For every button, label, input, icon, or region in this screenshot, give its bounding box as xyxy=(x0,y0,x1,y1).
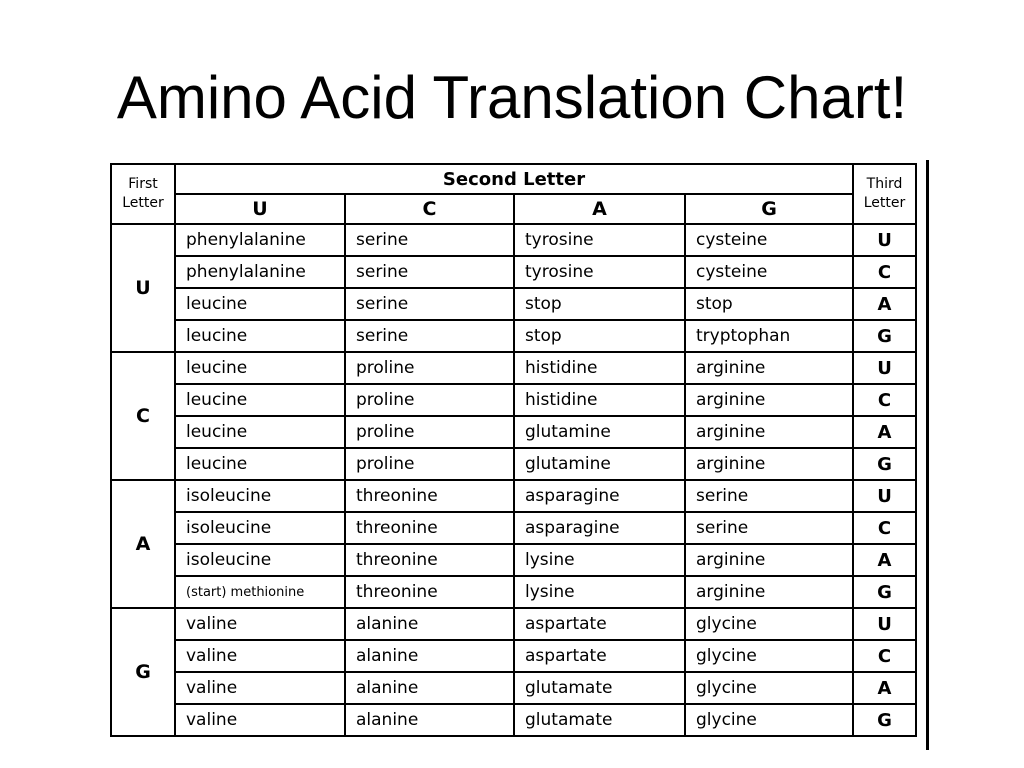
amino-acid-cell: threonine xyxy=(345,576,514,608)
first-letter-cell: C xyxy=(111,352,175,480)
third-letter-cell: C xyxy=(853,640,916,672)
amino-acid-cell: serine xyxy=(345,224,514,256)
amino-acid-cell: leucine xyxy=(175,416,345,448)
third-letter-cell: G xyxy=(853,704,916,736)
page-title: Amino Acid Translation Chart! xyxy=(116,64,908,131)
third-letter-cell: U xyxy=(853,352,916,384)
amino-acid-cell: proline xyxy=(345,384,514,416)
table-row xyxy=(111,352,916,384)
amino-acid-cell: leucine xyxy=(175,320,345,352)
amino-acid-cell: aspartate xyxy=(514,608,685,640)
amino-acid-cell: stop xyxy=(514,320,685,352)
amino-acid-cell: threonine xyxy=(345,512,514,544)
amino-acid-cell: valine xyxy=(175,640,345,672)
amino-acid-cell: serine xyxy=(345,256,514,288)
amino-acid-cell: arginine xyxy=(685,576,853,608)
amino-acid-cell: asparagine xyxy=(514,512,685,544)
amino-acid-cell: tyrosine xyxy=(514,256,685,288)
third-letter-cell: G xyxy=(853,448,916,480)
amino-acid-cell: arginine xyxy=(685,384,853,416)
amino-acid-cell: serine xyxy=(685,512,853,544)
amino-acid-cell: leucine xyxy=(175,448,345,480)
third-letter-cell: U xyxy=(853,608,916,640)
amino-acid-cell: isoleucine xyxy=(175,512,345,544)
amino-acid-cell: proline xyxy=(345,352,514,384)
second-letter-a: A xyxy=(514,194,685,224)
amino-acid-cell: alanine xyxy=(345,608,514,640)
amino-acid-cell: stop xyxy=(514,288,685,320)
table-row xyxy=(111,704,916,736)
amino-acid-cell: alanine xyxy=(345,640,514,672)
amino-acid-cell: glycine xyxy=(685,672,853,704)
third-letter-cell: A xyxy=(853,672,916,704)
amino-acid-cell: arginine xyxy=(685,416,853,448)
second-letter-c: C xyxy=(345,194,514,224)
second-letter-u: U xyxy=(175,194,345,224)
third-letter-cell: U xyxy=(853,480,916,512)
slide-border-rule xyxy=(926,160,929,750)
amino-acid-cell: glutamate xyxy=(514,672,685,704)
amino-acid-cell: isoleucine xyxy=(175,544,345,576)
table-row xyxy=(111,576,916,608)
amino-acid-cell: aspartate xyxy=(514,640,685,672)
third-letter-cell: C xyxy=(853,512,916,544)
table-row xyxy=(111,608,916,640)
amino-acid-cell: glutamine xyxy=(514,448,685,480)
amino-acid-cell: threonine xyxy=(345,480,514,512)
second-letter-header: Second Letter xyxy=(175,164,853,194)
amino-acid-cell: proline xyxy=(345,416,514,448)
amino-acid-cell: phenylalanine xyxy=(175,224,345,256)
amino-acid-cell: arginine xyxy=(685,544,853,576)
amino-acid-cell: leucine xyxy=(175,352,345,384)
third-letter-cell: G xyxy=(853,576,916,608)
amino-acid-cell: glycine xyxy=(685,640,853,672)
amino-acid-cell: alanine xyxy=(345,704,514,736)
amino-acid-cell: cysteine xyxy=(685,256,853,288)
table-row xyxy=(111,288,916,320)
third-letter-cell: A xyxy=(853,416,916,448)
table-row xyxy=(111,672,916,704)
amino-acid-cell: proline xyxy=(345,448,514,480)
amino-acid-cell: phenylalanine xyxy=(175,256,345,288)
amino-acid-cell: leucine xyxy=(175,288,345,320)
third-letter-header: Third Letter xyxy=(853,164,916,224)
amino-acid-cell: serine xyxy=(345,320,514,352)
first-letter-cell: U xyxy=(111,224,175,352)
table-row xyxy=(111,384,916,416)
amino-acid-cell: stop xyxy=(685,288,853,320)
amino-acid-cell: valine xyxy=(175,704,345,736)
amino-acid-cell: isoleucine xyxy=(175,480,345,512)
amino-acid-cell: cysteine xyxy=(685,224,853,256)
third-letter-cell: A xyxy=(853,288,916,320)
codon-table-body xyxy=(111,224,916,736)
amino-acid-cell: leucine xyxy=(175,384,345,416)
amino-acid-cell: serine xyxy=(345,288,514,320)
first-letter-header: First Letter xyxy=(111,164,175,224)
amino-acid-cell: lysine xyxy=(514,544,685,576)
first-letter-cell: G xyxy=(111,608,175,736)
amino-acid-cell: histidine xyxy=(514,352,685,384)
table-row xyxy=(111,448,916,480)
amino-acid-cell: glutamine xyxy=(514,416,685,448)
amino-acid-cell: tryptophan xyxy=(685,320,853,352)
first-letter-cell: A xyxy=(111,480,175,608)
table-row xyxy=(111,320,916,352)
amino-acid-cell: threonine xyxy=(345,544,514,576)
amino-acid-cell: valine xyxy=(175,672,345,704)
table-row xyxy=(111,544,916,576)
third-letter-cell: G xyxy=(853,320,916,352)
third-letter-cell: C xyxy=(853,384,916,416)
third-letter-cell: U xyxy=(853,224,916,256)
table-row xyxy=(111,480,916,512)
table-row xyxy=(111,640,916,672)
third-letter-cell: C xyxy=(853,256,916,288)
amino-acid-cell: glutamate xyxy=(514,704,685,736)
amino-acid-cell: tyrosine xyxy=(514,224,685,256)
amino-acid-cell: glycine xyxy=(685,704,853,736)
amino-acid-cell: lysine xyxy=(514,576,685,608)
amino-acid-cell: valine xyxy=(175,608,345,640)
table-row xyxy=(111,416,916,448)
amino-acid-cell: (start) methionine xyxy=(175,576,345,608)
amino-acid-cell: asparagine xyxy=(514,480,685,512)
table-row xyxy=(111,256,916,288)
amino-acid-cell: arginine xyxy=(685,448,853,480)
third-letter-cell: A xyxy=(853,544,916,576)
amino-acid-cell: glycine xyxy=(685,608,853,640)
second-letter-g: G xyxy=(685,194,853,224)
table-row xyxy=(111,512,916,544)
amino-acid-cell: alanine xyxy=(345,672,514,704)
amino-acid-cell: histidine xyxy=(514,384,685,416)
table-row xyxy=(111,224,916,256)
amino-acid-cell: serine xyxy=(685,480,853,512)
amino-acid-cell: arginine xyxy=(685,352,853,384)
codon-table xyxy=(110,163,917,737)
